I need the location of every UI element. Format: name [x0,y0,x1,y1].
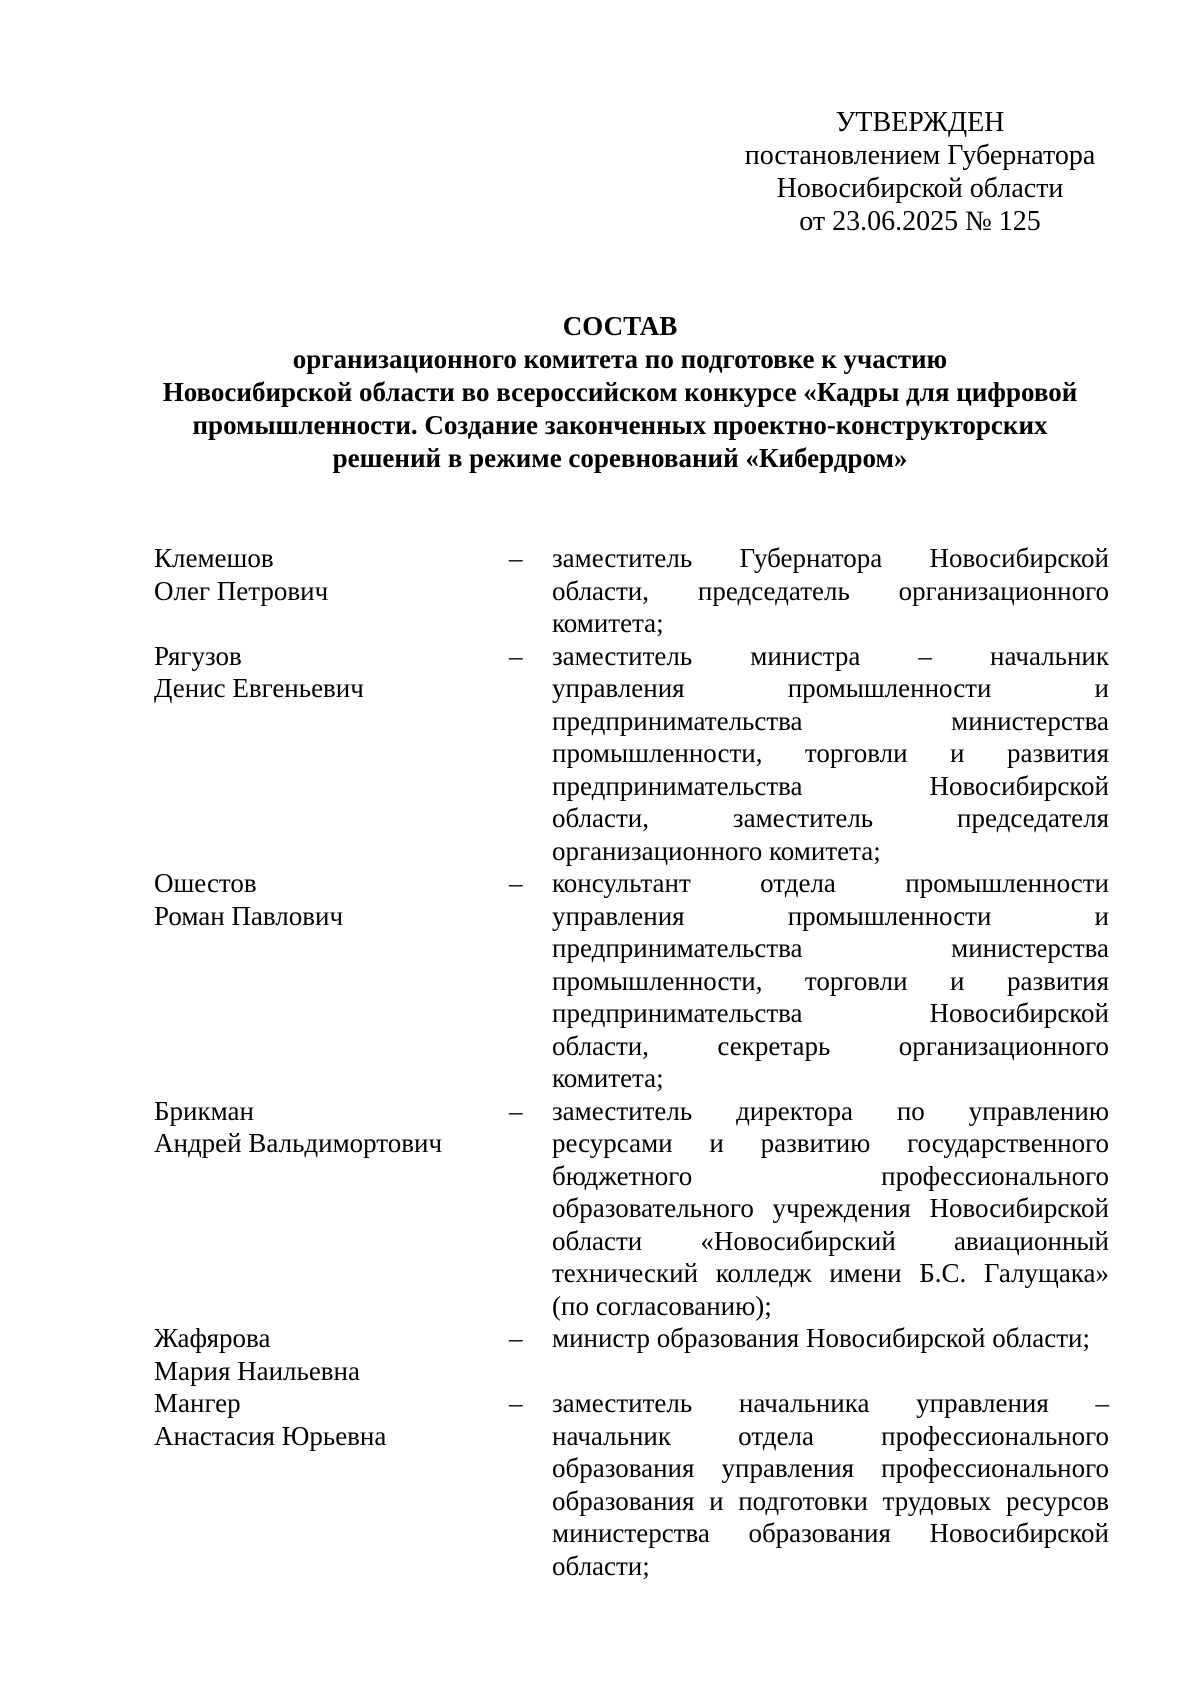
member-surname: Клемешов [154,543,274,573]
member-given-name: Мария Наильевна [154,1355,360,1386]
member-role-line: комитета; [552,608,664,638]
member-role-line: предпринимательства министерства [552,933,1109,963]
member-dash: – [509,868,523,898]
member-role-line: области, председатель организационного [552,575,1109,606]
member-surname: Рягузов [154,640,242,671]
heading-line-2: Новосибирской области во всероссийском конкурсе «Кадры для цифровой [162,377,1078,407]
member-role-line: заместитель Губернатора Новосибирской [552,543,1109,573]
member-name [154,1387,509,1582]
approval-title: УТВЕРЖДЕН [835,107,1005,138]
member-row [154,640,1114,868]
member-role-line: образования и подготовки трудовых ресурсов [552,1485,1109,1516]
member-dash: – [509,1323,523,1353]
member-given-name: Роман Павлович [154,900,344,931]
member-role-line: управления промышленности и [552,900,1109,931]
member-name [154,640,509,868]
member-role-line: образовательного учреждения Новосибирской [552,1193,1109,1223]
heading-line-3: промышленности. Создание законченных проектно-конструкторских [192,410,1048,440]
member-role [552,1387,1109,1582]
member-row [154,1322,1114,1387]
member-surname: Мангер [154,1388,241,1418]
member-surname: Брикман [154,1095,254,1126]
member-role-line: области «Новосибирский авиационный [552,1225,1109,1256]
member-role-line: промышленности, торговли и развития [552,738,1109,768]
member-role-line: заместитель начальника управления – [552,1388,1109,1418]
member-role-line: ресурсами и развитию государственного [552,1128,1109,1158]
member-role [552,640,1109,868]
member-role-line: области, заместитель председателя [552,803,1109,833]
member-name [154,542,509,640]
member-role-line: (по согласованию); [552,1290,772,1321]
member-role-line: заместитель директора по управлению [552,1095,1109,1126]
member-role-line: промышленности, торговли и развития [552,965,1109,996]
member-role-line: управления промышленности и [552,673,1109,703]
member-role-line: предпринимательства министерства [552,705,1109,736]
member-given-name: Анастасия Юрьевна [154,1420,387,1451]
member-name [154,1322,509,1387]
member-role-line: области; [552,1550,650,1581]
member-row [154,542,1114,640]
committee-members-list [154,542,1114,1582]
member-role-line: заместитель министра – начальник [552,640,1109,671]
member-dash: – [509,640,523,671]
member-surname: Ошестов [154,868,257,898]
member-given-name: Денис Евгеньевич [154,673,364,703]
document-heading [130,310,1110,475]
approval-line-2: Новосибирской области [776,173,1064,204]
member-row [154,1387,1114,1582]
heading-line-1: организационного комитета по подготовке к участию [292,344,948,374]
heading-title: СОСТАВ [562,311,678,341]
member-role [552,867,1109,1095]
member-role-line: министерства образования Новосибирской [552,1518,1109,1548]
heading-line-4: решений в режиме соревнований «Кибердром» [332,443,908,473]
member-role-line: образования управления профессионального [552,1453,1109,1483]
approval-line-1: постановлением Губернатора [744,140,1096,171]
member-role-line: области, секретарь организационного [552,1030,1109,1061]
member-role [552,542,1109,640]
member-given-name: Андрей Вальдимортович [154,1128,443,1158]
member-name [154,1095,509,1323]
member-role-line: консультант отдела промышленности [552,868,1109,898]
member-role-line: комитета; [552,1063,664,1093]
member-role-line: начальник отдела профессионального [552,1420,1109,1451]
member-role-line: министр образования Новосибирской области; [552,1323,1091,1353]
member-role-line: технический колледж имени Б.С. Галущака» [552,1258,1109,1288]
approval-line-3: от 23.06.2025 № 125 [799,206,1041,237]
member-row [154,1095,1114,1323]
member-role [552,1322,1109,1387]
member-role-line: бюджетного профессионального [552,1160,1109,1191]
approval-stamp [700,106,1140,238]
member-dash: – [509,1095,523,1126]
member-dash: – [509,543,523,573]
member-dash: – [509,1388,523,1418]
member-surname: Жафярова [154,1323,271,1353]
member-role-line: предпринимательства Новосибирской [552,998,1109,1028]
member-given-name: Олег Петрович [154,575,329,606]
member-role [552,1095,1109,1323]
member-role-line: предпринимательства Новосибирской [552,770,1109,801]
member-role-line: организационного комитета; [552,835,881,866]
member-name [154,867,509,1095]
member-row [154,867,1114,1095]
